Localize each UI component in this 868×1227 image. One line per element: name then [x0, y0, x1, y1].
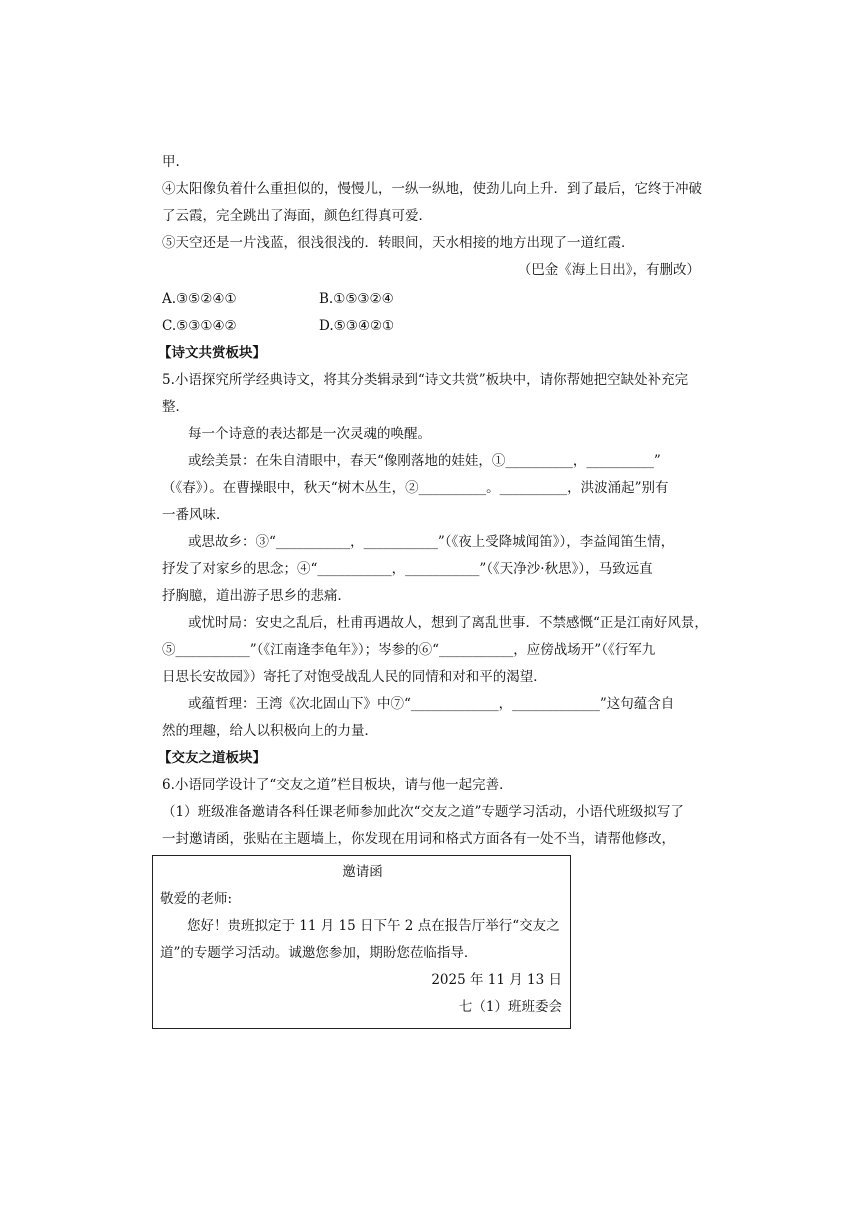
text-line: （《春》）。在曹操眼中，秋天“树木丛生，②__________。__________，洪波涌起”别有	[162, 480, 669, 496]
text-line: （1）班级准备邀请各科任课老师参加此次“交友之道”专题学习活动，小语代班级拟写了	[162, 804, 684, 820]
letter-sender: 七（1）班班委会	[458, 999, 562, 1015]
option-d: D.⑤③④②①	[319, 318, 395, 334]
text-line: 每一个诗意的表达都是一次灵魂的唤醒。	[188, 426, 431, 442]
text-line: 日思长安故园》）寄托了对饱受战乱人民的同情和对和平的渴望．	[162, 669, 547, 685]
text-line: 抒胸臆，道出游子思乡的悲痛．	[162, 588, 351, 604]
section-heading: 【诗文共赏板块】	[158, 345, 266, 361]
text-line: 或绘美景：在朱自清眼中，春天“像刚落地的娃娃，①__________，__________”	[188, 453, 661, 469]
text-line: 一封邀请函，张贴在主题墙上，你发现在用词和格式方面各有一处不当，请帮他修改，	[162, 831, 675, 847]
text-line: 甲.	[162, 154, 180, 170]
text-line: ⑤___________”（《江南逢李龟年》）；岑参的⑥“___________，应傍战场开”（《行军九	[162, 642, 656, 658]
text-line: 了云霞，完全跳出了海面，颜色红得真可爱．	[162, 208, 432, 224]
text-line: ④太阳像负着什么重担似的，慢慢儿，一纵一纵地，使劲儿向上升．到了最后，它终于冲破	[162, 181, 702, 197]
letter-title: 邀请函	[342, 864, 383, 880]
text-line: ⑤天空还是一片浅蓝，很浅很浅的．转眼间，天水相接的地方出现了一道红霞．	[162, 235, 635, 251]
text-line: 或忧时局：安史之乱后，杜甫再遇故人，想到了离乱世事．不禁感慨“正是江南好风景，	[188, 615, 708, 631]
text-line: 整．	[162, 399, 189, 415]
text-line: 或思故乡：③“___________，___________”（《夜上受降城闻笛》），李益闻笛生情，	[188, 534, 675, 550]
option-a: A.③⑤②④①	[162, 291, 237, 307]
section-heading: 【交友之道板块】	[158, 750, 266, 766]
source-citation: （巴金《海上日出》，有删改）	[517, 262, 700, 278]
text-line: 抒发了对家乡的思念；④“___________，___________”（《天净沙·秋思》），马致远直	[162, 561, 653, 577]
letter-body: 道”的专题学习活动。诚邀您参加，期盼您莅临指导．	[160, 945, 478, 961]
letter-date: 2025 年 11 月 13 日	[431, 972, 562, 988]
invitation-letter-box	[152, 855, 571, 1029]
text-line: 然的理趣，给人以积极向上的力量．	[162, 723, 378, 739]
letter-body: 您好！贵班拟定于 11 月 15 日下午 2 点在报告厅举行“交友之	[187, 918, 560, 934]
option-c: C.⑤③①④②	[162, 318, 237, 334]
question-6: 6.小语同学设计了“交友之道”栏目板块，请与他一起完善．	[162, 777, 513, 793]
letter-salutation: 敬爱的老师:	[160, 891, 233, 907]
question-5: 5.小语探究所学经典诗文，将其分类辑录到“诗文共赏”板块中，请你帮她把空缺处补充完	[162, 372, 689, 388]
option-b: B.①⑤③②④	[319, 291, 394, 307]
text-line: 或蕴哲理：王湾《次北固山下》中⑦“_____________，_____________”这句蕴含自	[188, 696, 675, 712]
text-line: 一番风味．	[162, 507, 230, 523]
